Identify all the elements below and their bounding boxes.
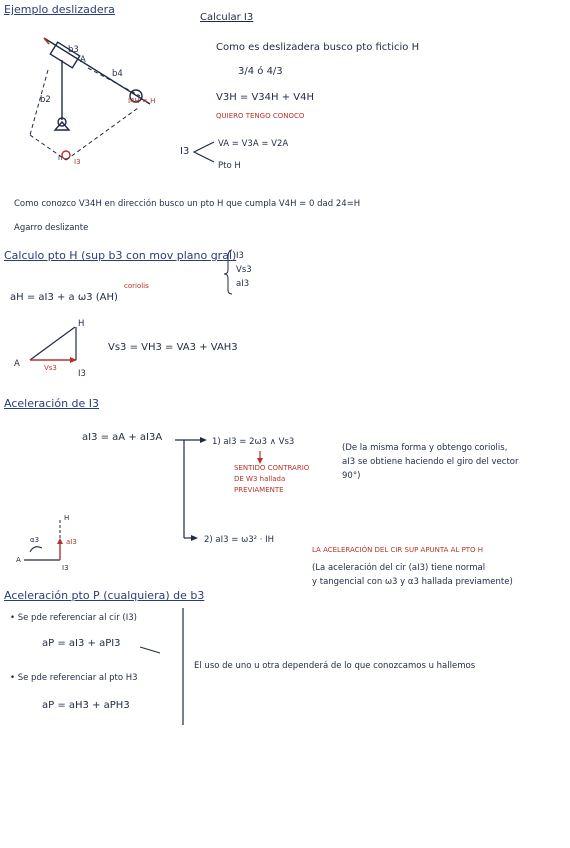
tri-a: A [14,359,20,369]
accel-branches [175,440,205,538]
quiero-note: QUIERO TENGO CONOCO [216,112,305,120]
eq-h3: aP = aH3 + aPH3 [42,700,130,711]
para-line2: Agarro deslizante [14,223,89,233]
calc-h-list [236,250,252,290]
step1-note-line: SENTIDO CONTRARIO [234,464,310,472]
dashed-construction [30,68,140,160]
step1-note [234,464,309,495]
fig-a: A [16,556,21,564]
label-i4h: I4H = H [128,97,156,105]
label-b2: b2 [40,95,51,105]
fig-i3: I3 [62,564,69,572]
step2-note: LA ACELERACIÓN DEL CIR SUP APUNTA AL PTO H [312,546,484,554]
tri-h: H [78,319,85,329]
heading-accel: Aceleración de I3 [4,397,100,410]
fig-a3: α3 [30,536,40,544]
i3-bracket [194,142,214,162]
calc-h-item: I3 [236,251,244,261]
calc-title: Calcular I3 [200,12,254,23]
calc-h-eq: aH = aI3 + a ω3 (AH) [10,292,118,303]
step1-note-line: PREVIAMENTE [234,486,284,494]
bullet-h3: • Se pde referenciar al pto H3 [10,673,138,683]
tri-i3: I3 [78,369,86,379]
heading-accel-p: Aceleración pto P (cualquiera) de b3 [4,589,205,602]
fig-h: H [64,514,70,522]
label-i3-mech: I3 [74,158,81,166]
accel-step2: 2) aI3 = ω3² · IH [204,535,275,545]
slider-bar [44,38,150,104]
bullet-cir: • Se pde referenciar al cir (I3) [10,613,137,623]
calc-h-item: Vs3 [236,265,252,275]
intro-desc: Como es deslizadera busco pto ficticio H [216,42,420,53]
label-a: A [80,55,86,65]
label-b4: b4 [112,69,123,79]
step1-note-line: DE W3 hallada [234,475,286,483]
vel-eq: Vs3 = VH3 = VA3 + VAH3 [108,342,238,353]
p-arrow [140,647,160,653]
step2-paren-line: (La aceleración del cir (aI3) tiene normal [312,563,486,573]
side-note-line: 90°) [342,471,361,481]
i3-option-top: VA = V3A = V2A [218,139,289,149]
step2-paren [312,562,513,588]
side-note [342,442,518,482]
accel-eq: aI3 = aA + aI3A [82,432,163,443]
side-note-line: aI3 se obtiene haciendo el giro del vector [342,457,519,467]
coriolis-note: coriolis [124,282,149,290]
i3-option-bottom: Pto H [218,161,241,171]
tri-vs3: Vs3 [44,364,57,372]
page-title: Ejemplo deslizadera [4,3,115,16]
i3-label: I3 [180,146,190,157]
fraction-note: 3/4 ó 4/3 [238,66,283,77]
fig-as3: aI3 [66,538,77,546]
calc-h-item: aI3 [236,279,250,289]
label-n: n [58,154,63,162]
p-note: El uso de uno u otra dependerá de lo que conozcamos u hallemos [194,661,476,671]
step2-paren-line: y tangencial con ω3 y α3 hallada previamente) [312,577,513,587]
label-b3: b3 [68,45,79,55]
heading-calc-h: Calculo pto H (sup b3 con mov plano gral) [4,249,237,262]
side-note-line: (De la misma forma y obtengo coriolis, [342,443,508,453]
para-line1: Como conozco V34H en dirección busco un pto H que cumpla V4H = 0 dad 24=H [14,199,361,209]
accel-step1: 1) aI3 = 2ω3 ∧ Vs3 [212,437,295,447]
velocity-eq: V3H = V34H + V4H [216,92,315,103]
eq-cir: aP = aI3 + aPI3 [42,638,121,649]
velocity-triangle [30,327,77,363]
